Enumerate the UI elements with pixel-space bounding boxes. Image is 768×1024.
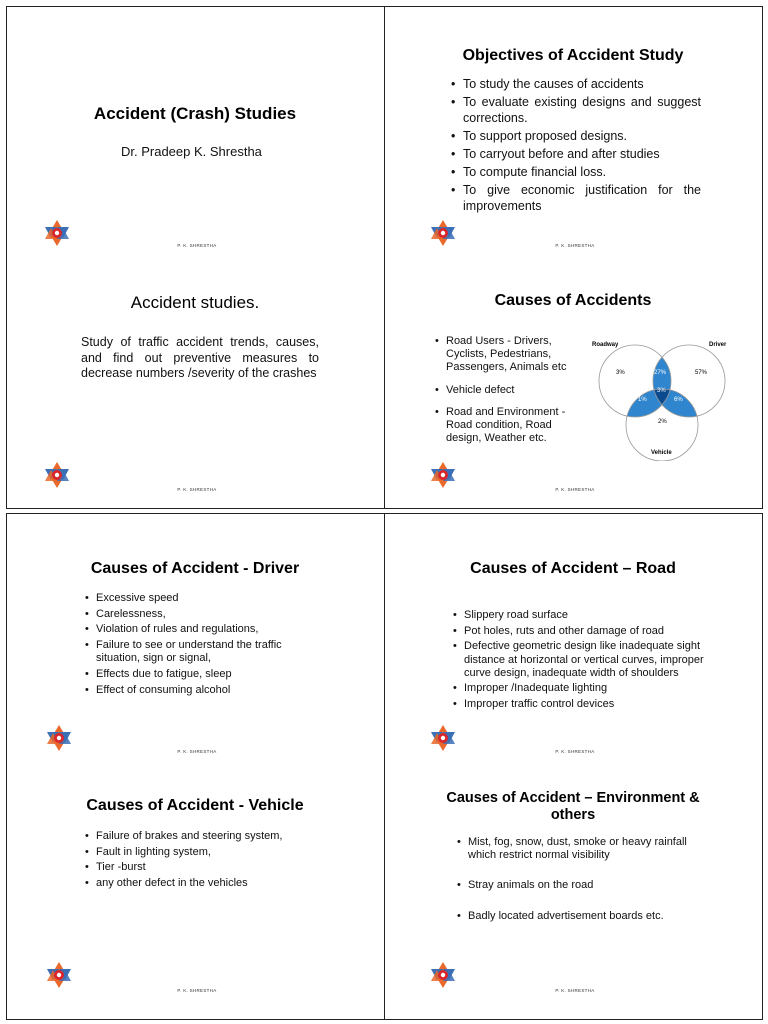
slide-environment-heading: Causes of Accident – Environment & others [446, 790, 700, 824]
value-vehicle-only: 2% [658, 419, 667, 425]
list-item: • Improper traffic control devices [453, 698, 709, 711]
slide-driver [7, 514, 383, 764]
list-item: • Effect of consuming alcohol [85, 684, 321, 697]
objectives-list [451, 77, 701, 217]
slide-footer: P. K. SHRESTHA [555, 243, 595, 248]
slide-footer: P. K. SHRESTHA [555, 749, 595, 754]
list-item: • Violation of rules and regulations, [85, 623, 321, 636]
slide-road-heading: Causes of Accident – Road [470, 560, 676, 577]
slide-objectives [385, 7, 761, 257]
list-item: • any other defect in the vehicles [85, 877, 321, 890]
list-item: • Road Users - Drivers, Cyclists, Pedestrians, Passengers, Animals etc [435, 335, 585, 375]
list-item: • Improper /Inadequate lighting [453, 682, 709, 695]
list-item: • Carelessness, [85, 608, 321, 621]
list-item: • To evaluate existing designs and suggest corrections. [451, 95, 701, 126]
list-item: • Pot holes, ruts and other damage of road [453, 625, 709, 638]
slide-author: Dr. Pradeep K. Shrestha [121, 144, 262, 159]
value-roadway-only: 3% [616, 370, 625, 376]
slide-driver-heading: Causes of Accident - Driver [90, 560, 300, 577]
list-item: • To study the causes of accidents [451, 77, 701, 93]
venn-diagram [587, 331, 737, 461]
list-item: • Vehicle defect [435, 384, 585, 397]
list-item: • Road and Environment - Road condition, Road design, Weather etc. [435, 406, 585, 446]
logo-icon [45, 961, 73, 989]
handout-page-1 [6, 6, 763, 509]
list-item: • Failure to see or understand the traffic situation, sign or signal, [85, 639, 321, 665]
logo-icon [429, 461, 457, 489]
list-item: • Stray animals on the road [457, 879, 713, 892]
label-roadway: Roadway [592, 342, 619, 348]
slide-environment [385, 767, 761, 1017]
slide-objectives-heading: Objectives of Accident Study [462, 47, 684, 64]
label-driver: Driver [709, 342, 727, 348]
value-all-three: 3% [657, 388, 666, 394]
slide-road [385, 514, 761, 764]
road-causes-list [453, 609, 709, 714]
logo-icon [45, 724, 73, 752]
value-roadway-driver: 27% [654, 370, 667, 376]
slide-footer: P. K. SHRESTHA [177, 988, 217, 993]
slide-causes-heading: Causes of Accidents [494, 292, 652, 309]
list-item: • To carryout before and after studies [451, 147, 701, 163]
list-item: • Mist, fog, snow, dust, smoke or heavy rainfall which restrict normal visibility [457, 836, 713, 862]
list-item: • Failure of brakes and steering system, [85, 830, 321, 843]
logo-icon [43, 219, 71, 247]
slide-title [7, 7, 383, 257]
slide-title-heading: Accident (Crash) Studies [93, 104, 297, 123]
value-roadway-vehicle: 1% [638, 397, 647, 403]
handout-page-2 [6, 513, 763, 1020]
slide-causes [385, 259, 761, 509]
list-item: • To give economic justification for the improvements [451, 183, 701, 214]
list-item: • Effects due to fatigue, sleep [85, 668, 321, 681]
list-item: • Excessive speed [85, 592, 321, 605]
value-driver-vehicle: 6% [674, 397, 683, 403]
list-item: • To compute financial loss. [451, 165, 701, 181]
label-vehicle: Vehicle [651, 450, 672, 456]
logo-icon [429, 219, 457, 247]
list-item: • Defective geometric design like inadequate sight distance at horizontal or vertical curves, improper curve design, inadequate width of shoulders [453, 640, 709, 680]
slide-vehicle-heading: Causes of Accident - Vehicle [86, 797, 304, 814]
list-item: • Badly located advertisement boards etc. [457, 910, 713, 923]
slide-footer: P. K. SHRESTHA [177, 487, 217, 492]
list-item: • To support proposed designs. [451, 129, 701, 145]
logo-icon [43, 461, 71, 489]
slide-footer: P. K. SHRESTHA [555, 487, 595, 492]
list-item: • Fault in lighting system, [85, 846, 321, 859]
logo-icon [429, 961, 457, 989]
vehicle-causes-list [85, 830, 321, 893]
list-item: • Slippery road surface [453, 609, 709, 622]
value-driver-only: 57% [695, 370, 708, 376]
driver-causes-list [85, 592, 321, 699]
slide-footer: P. K. SHRESTHA [555, 988, 595, 993]
causes-list [435, 335, 585, 448]
environment-causes-list [457, 836, 713, 925]
slide-accident-studies-heading: Accident studies. [130, 293, 260, 312]
slide-vehicle [7, 767, 383, 1017]
list-item: • Tier -burst [85, 861, 321, 874]
slide-body-text: Study of traffic accident trends, causes, and find out preventive measures to decrease numbers /severity of the crashes [81, 335, 319, 381]
slide-accident-studies [7, 259, 383, 509]
slide-footer: P. K. SHRESTHA [177, 243, 217, 248]
slide-footer: P. K. SHRESTHA [177, 749, 217, 754]
logo-icon [429, 724, 457, 752]
